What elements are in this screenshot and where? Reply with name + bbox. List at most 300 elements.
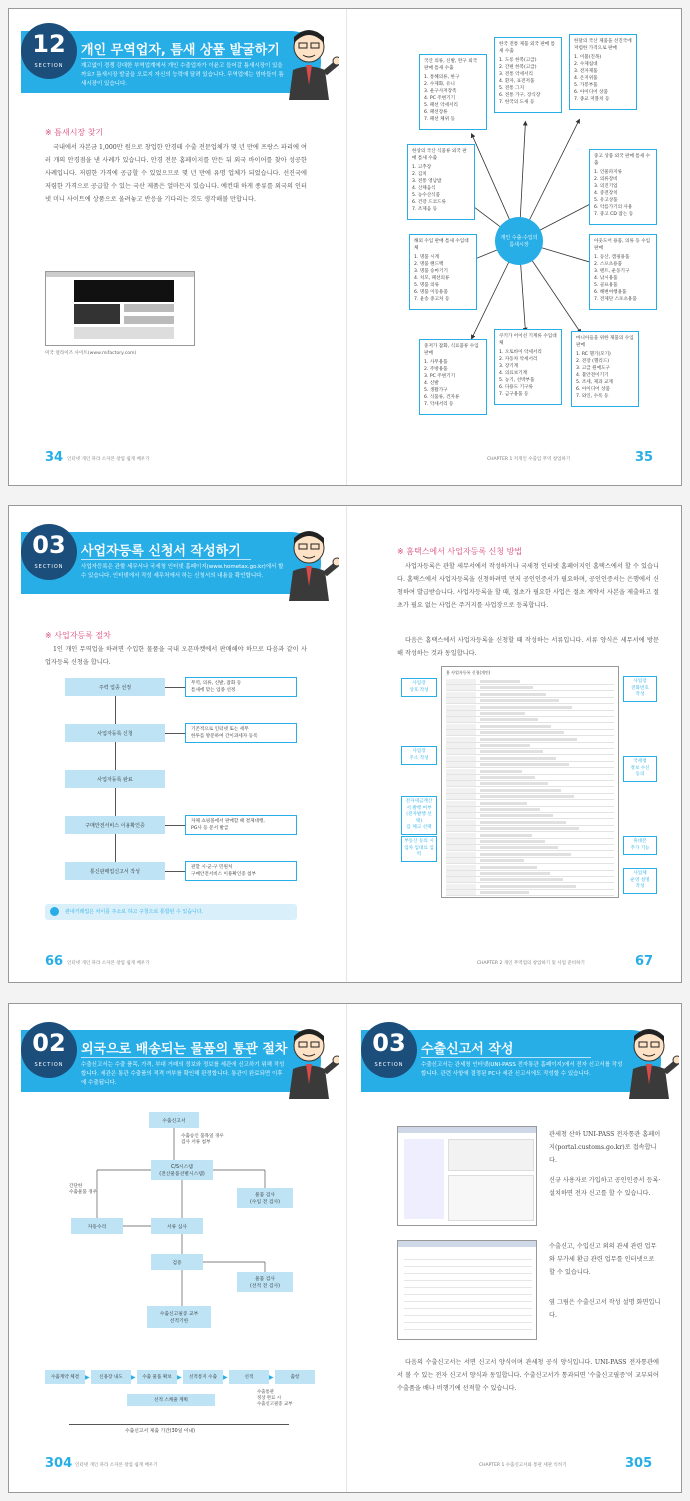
- form-row: [446, 871, 614, 877]
- form-row-label-cell: [446, 769, 476, 774]
- form-row-label-cell: [446, 756, 476, 761]
- section-number: 02: [32, 1029, 66, 1057]
- mindmap-node-item: 3. 운구사저장족: [424, 89, 457, 94]
- clearance-step: 검증: [151, 1254, 203, 1270]
- form-row-label-cell: [446, 737, 476, 742]
- mindmap-node-list: [594, 169, 652, 218]
- mindmap-node: [589, 149, 657, 225]
- flow-step: 사업자등록 완료: [65, 770, 165, 788]
- flow-step: 구매안전서비스 이용확인증: [65, 816, 165, 834]
- mindmap-node-item: 3. 전자제품: [574, 69, 598, 74]
- mindmap-node-item: 1. 오토바이 악세서리: [499, 350, 542, 355]
- mindmap-node-item: 4. 낚시용품: [594, 276, 618, 281]
- mindmap-node-item: 3. 고급 원예도구: [576, 366, 610, 371]
- spread-niche-market: [8, 8, 682, 486]
- mindmap-node-title: 한달의 국산 제품을 선진국에 저렴한 가격으로 판매: [574, 39, 632, 51]
- mindmap-node-item: 4. 의료보기계: [499, 371, 528, 376]
- mindmap-node-title: 중고 상품 외국 판매 틈새 수출: [594, 154, 651, 166]
- left-section-desc: 수출신고서는 수출 품목, 가격, 부대 거래의 정보와 정보를 세관에 신고하기 위해 작성합니다. 세관은 통관 수출품의 적격 여부를 확인해 판정합니다. 통관이 완료되면 이후에 수출됩니다.: [81, 1062, 285, 1086]
- form-row-field: [480, 718, 538, 721]
- mindmap-node-item: 6. 아이디어 상품: [574, 90, 608, 95]
- businessman-illustration-icon: [619, 1024, 679, 1099]
- form-row: [446, 807, 614, 813]
- unipass-paragraph: 관세청 산하 UNI-PASS 전자통관 홈페이지(portal.customs.go.kr)로 접속합니다.: [549, 1131, 661, 1164]
- mindmap-node-item: 4. 산채음식: [412, 186, 436, 191]
- form-row-field: [480, 770, 522, 773]
- clearance-note: 간단한 수출물품 경우: [69, 1184, 98, 1195]
- form-row-field: [480, 834, 532, 837]
- form-row-label-cell: [446, 730, 476, 735]
- businessman-illustration-icon: [279, 526, 339, 601]
- form-row: [446, 724, 614, 730]
- form-row-label-cell: [446, 794, 476, 799]
- form-row-label-cell: [446, 775, 476, 780]
- form-row: [446, 781, 614, 787]
- right-section-badge: [361, 1022, 417, 1078]
- form-row-field: [480, 776, 535, 779]
- left-section-title: 외국으로 배송되는 물품의 통관 절차: [81, 1042, 288, 1057]
- mindmap-node-item: 2. 스포츠용품: [594, 262, 623, 267]
- mindmap-node-title: 마니아들을 위한 제품의 수입 판매: [576, 336, 634, 348]
- form-row-label-cell: [446, 865, 476, 870]
- mindmap-node-item: 4. 치모, 패션의류: [414, 276, 450, 281]
- form-row-field: [480, 782, 548, 785]
- form-row-field: [480, 859, 524, 862]
- mindmap-node-item: 6. 악를가기의 사용: [594, 205, 633, 210]
- clearance-step: 서류 심사: [151, 1218, 203, 1234]
- form-row: [446, 737, 614, 743]
- mindmap-node-item: 4. 신발: [424, 381, 439, 386]
- form-row: [446, 839, 614, 845]
- form-row: [446, 884, 614, 890]
- running-title-left: 인터넷 개인 파라 소자본 창업 쉽게 배우기: [67, 961, 150, 966]
- body-right: 사업자등록은 관할 세무서에서 작성하거나 국세청 인터넷 홈페이지인 홈택스에서 할 수 있습니다. 홈택스에서 사업자등록을 신청하려면 먼저 공인인증서가 필요하며, 공인인증서는 은행에서 신청하여 발급받습니다. 사업자등록을 할 때, 절초가 필요한 사업은 절초 계약서 사본을 제출하고 절초가 필요 없는 사업은 주거지를 사업장으로 등록합니다.: [397, 563, 659, 609]
- form-row-field: [480, 840, 545, 843]
- mindmap-node-item: 2. 주방용품: [424, 367, 448, 372]
- mindmap-node-item: 7. 패션 체위 등: [424, 117, 455, 122]
- form-row-label-cell: [446, 858, 476, 863]
- form-row-label-cell: [446, 743, 476, 748]
- heading-hometax: ※ 홈택스에서 사업자등록 신청 방법: [397, 547, 523, 556]
- mindmap-node-item: 5. 조세, 제과 교재: [576, 380, 613, 385]
- form-annotation-right: 사업체 운영 설명 작성: [623, 868, 657, 894]
- form-row-field: [480, 827, 579, 830]
- body-left: 1인 개인 무역업을 하려면 수입한 물품을 국내 오픈마켓에서 판매해야 하므로 다음과 같이 사업자등록 신청을 합니다.: [45, 646, 307, 666]
- deadline-line: [69, 1424, 289, 1425]
- info-icon: [50, 907, 59, 916]
- mindmap-node-item: 6. 다용도 기구류: [499, 385, 533, 390]
- form-row: [446, 794, 614, 800]
- form-row: [446, 788, 614, 794]
- process-arrow-icon: ▶: [177, 1374, 182, 1381]
- mindmap-node: [494, 37, 562, 113]
- form-row: [446, 749, 614, 755]
- form-row: [446, 679, 614, 685]
- form-row-field: [480, 789, 561, 792]
- form-row-field: [480, 763, 569, 766]
- mindmap-node-item: 2. 수제침대: [574, 62, 598, 67]
- mindmap-node-title: 해외 수입 판매 틈새 수입대체: [414, 239, 469, 251]
- process-arrow-icon: ▶: [131, 1374, 136, 1381]
- mindmap-node: [407, 144, 475, 220]
- mindmap-node-item: 2. 김치: [412, 172, 427, 177]
- mindmap-node-item: 5. 전통 그지: [499, 86, 525, 91]
- form-row-field: [480, 795, 574, 798]
- mindmap-node-item: 4. 환자, 표전저품: [499, 79, 535, 84]
- flow-note-connector: [165, 871, 185, 872]
- mindmap-node-item: 3. PC 주변기기: [424, 374, 456, 379]
- section-title: 개인 무역업자, 틈새 상품 발굴하기: [81, 43, 280, 58]
- section-number: 03: [372, 1029, 406, 1057]
- page-number-left: 34: [45, 450, 64, 465]
- clearance-step: C/S시스템 (전산물품선별시스템): [151, 1160, 213, 1180]
- flow-step-note: 기존적으로 인터넷 또는 세무 한투를 방문하여 간이과세자 등록: [185, 723, 297, 743]
- form-row-label-cell: [446, 705, 476, 710]
- mindmap-node-item: 3. 전통 영남밤: [412, 179, 442, 184]
- form-row-label-cell: [446, 890, 476, 895]
- form-row-label-cell: [446, 813, 476, 818]
- form-row-field: [480, 757, 556, 760]
- form-row-field: [480, 699, 559, 702]
- clearance-connectors: [9, 1004, 346, 1493]
- mindmap-node-list: [499, 57, 557, 106]
- form-row-field: [480, 891, 529, 894]
- form-row-label-cell: [446, 698, 476, 703]
- page-number-right: 67: [635, 954, 654, 969]
- mindmap-node: [571, 331, 639, 407]
- form-row: [446, 743, 614, 749]
- form-row-field: [480, 878, 563, 881]
- heading-niche: ※ 틈새시장 찾기: [45, 128, 104, 137]
- flow-step-note: 자체 쇼핑몰에서 판매할 때 결제대행, PG사 등 문서 발급: [185, 815, 297, 835]
- right-section-desc: 수출신고서는 관세청 인터넷(UNI-PASS 전자통관 홈페이지)에서 전자 신고서를 작성합니다. 관련 사항에 결정된 PC나 세관 신고서에도 작성할 수 있습니다.: [421, 1062, 623, 1077]
- hometax-form-screenshot: [441, 666, 619, 898]
- form-row-label-cell: [446, 852, 476, 857]
- form-row: [446, 730, 614, 736]
- mindmap-node-list: [576, 351, 634, 400]
- clearance-step: 수출신고필증 교부 선적기한: [147, 1306, 211, 1328]
- mindmap-node-item: 1. 이불(진목): [574, 55, 602, 60]
- form-row-label-cell: [446, 679, 476, 684]
- process-arrow-icon: ▶: [85, 1374, 90, 1381]
- form-row: [446, 890, 614, 896]
- form-row: [446, 698, 614, 704]
- mindmap-node-item: 1. 명품 시계: [414, 255, 440, 260]
- form-row-field: [480, 680, 520, 683]
- form-row-field: [480, 846, 558, 849]
- form-row-field: [480, 686, 533, 689]
- form-annotation-left: 전자세금계산 서 발행 여부 (전자발행 선택) 를 체크 선택: [401, 796, 437, 835]
- mindmap-node-item: 4. 불안전이기기: [576, 373, 609, 378]
- form-row-field: [480, 738, 577, 741]
- title-underline: [81, 58, 251, 59]
- form-row-label-cell: [446, 871, 476, 876]
- section-desc: 재고없이 경쟁 강대한 부역업계에서 개인 수출업자가 이윤고 들어갈 틈새시장이 있을까요? 틈새시장 발굴을 오로지 자신의 능력에 달려 있습니다. 무역업에는 엄마들이 틈새시장이 있습니다.: [81, 63, 284, 87]
- mindmap-node-item: 7. 한국의 도새 등: [499, 100, 535, 105]
- unipass-paragraph: 신규 사용자로 가입하고 공인인증서 등록·설치하면 전자 신고를 할 수 있습니다.: [549, 1177, 661, 1197]
- deadline-label: 수출신고서 제출 기간(30일 이내): [125, 1429, 196, 1434]
- mindmap-node-item: 2. 명품 핸드백: [414, 262, 444, 267]
- form-row: [446, 692, 614, 698]
- form-row: [446, 769, 614, 775]
- form-row-field: [480, 885, 576, 888]
- form-row-field: [480, 725, 551, 728]
- bottom-paragraph: 다음의 수출신고서는 서면 신고서 양식이며 관세청 공식 양식입니다. UNI-PASS 전자통관에서 볼 수 있는 전자 신고서 양식과 동일합니다. 수출신고서가 통과되면 '수출신고필증'이 교부되어 수출품을 배나 비행기에 선적할 수 있습니다.: [397, 1359, 659, 1392]
- mindmap-node-item: 3. 텐트, 운동기구: [594, 269, 630, 274]
- businessman-illustration-icon: [279, 25, 339, 100]
- process-arrow-icon: ▶: [223, 1374, 228, 1381]
- running-title-right: CHAPTER 1 저게인 수출입 무역 창업하기: [487, 457, 571, 462]
- mindmap-node-item: 4. 증전장치: [594, 191, 618, 196]
- mindmap-node-item: 2. 수제화, 유니: [424, 82, 455, 87]
- mindmap-node: [589, 234, 657, 310]
- mindmap-node-item: 3. 명품 승마기기: [414, 269, 448, 274]
- mindmap-node-title: 쿠키가 어이선 기계류 수입대체: [499, 334, 557, 346]
- mindmap-node-item: 7. 금구용품 등: [499, 392, 529, 397]
- form-row-label-cell: [446, 845, 476, 850]
- body-paragraph: 국내에서 자본금 1,000만 원으로 창업한 안경테 수출 전문업체가 몇 년 만에 프랑스 파리에 여러 개의 안경점을 낸 사례가 있습니다. 안경 전문 홈페이지를 만든 뒤 외국 바이어를 찾아 성공한 사례입니다. 저렴한 가격에 공급할 수 있었으므로 몇 년 만에 유명 업체가 되었습니다. 선진국에 저렴한 가격으로 공급할 수 있는 국산 제품은 얼마든지 있습니다. 예컨대 하게 종류를 외국의 인터넷 미니 사이트에 상품으로 올려놓고 반응을 기다리는 것도 생각해볼 만합니다.: [45, 144, 307, 203]
- form-row: [446, 820, 614, 826]
- form-row-label-cell: [446, 884, 476, 889]
- mindmap-node-item: 7. 악세서리 등: [424, 402, 454, 407]
- tip-box: [45, 904, 297, 920]
- mindmap-node-item: 6. 해변여행용품: [594, 290, 627, 295]
- form-row: [446, 705, 614, 711]
- form-row-label-cell: [446, 762, 476, 767]
- flow-note-connector: [165, 825, 185, 826]
- form-row-field: [480, 814, 553, 817]
- form-row-field: [480, 821, 566, 824]
- mindmap-node-item: 1. 통혜의류, 한구: [424, 75, 460, 80]
- mindmap-node: [409, 234, 477, 310]
- page-number-right: 35: [635, 450, 654, 465]
- mindmap-node-item: 6. 전통 가구, 장식장: [499, 93, 541, 98]
- mindmap-node-item: 6. 식품류, 건자류: [424, 395, 460, 400]
- process-note-certificate: 수출통관 정상 완료 시 수출신고필증 교부: [257, 1390, 293, 1407]
- mindmap-node-item: 7. 중고 CD 잡는 등: [594, 212, 634, 217]
- form-row: [446, 775, 614, 781]
- form-annotation-left: 사업장 주소 작성: [401, 746, 437, 765]
- mindmap-node-item: 3. 장기계: [499, 364, 519, 369]
- unipass-paragraph: 수출신고, 수입신고 외의 관세 관련 업무와 부가세 환급 관련 업무를 인터넷으로 할 수 있습니다.: [549, 1243, 657, 1276]
- form-annotation-right: 휴대폰 추가 기능: [623, 836, 657, 855]
- form-row-label-cell: [446, 839, 476, 844]
- mindmap-node-item: 6. 명품 이동용품: [414, 290, 448, 295]
- body-right-2: 다음은 홈택스에서 사업자등록을 신청할 때 작성하는 서류입니다. 서류 양식은 세무서에 방문해 작성하는 것과 동일합니다.: [397, 637, 659, 657]
- clearance-step: 물품 검사 (수입 전 검사): [237, 1188, 293, 1208]
- page-number-left: 66: [45, 954, 64, 969]
- form-row-field: [480, 744, 530, 747]
- flow-step-note: 관할 시·군·구 민원처 구매안전서비스 이용확인증 첨부: [185, 861, 297, 881]
- form-row: [446, 813, 614, 819]
- mindmap-node-item: 5. 명품 의류: [414, 283, 440, 288]
- running-title-left: 인터넷 개인 파라 소자본 창업 쉽게 배우기: [67, 457, 150, 462]
- screenshot-caption: 미국 얼라이즈 사이트(www.mifactory.com): [45, 351, 137, 356]
- form-row: [446, 858, 614, 864]
- title-underline: [81, 559, 251, 560]
- form-row-label-cell: [446, 807, 476, 812]
- flow-step: 사업자등록 신청: [65, 724, 165, 742]
- form-row: [446, 845, 614, 851]
- form-row-label-cell: [446, 749, 476, 754]
- process-note-schedule: 선적 스케줄 계획: [127, 1394, 215, 1406]
- running-title-right: CHAPTER 2 개인 무역업의 창업하기 및 사업 준비하기: [477, 961, 585, 966]
- mindmap-node-item: 5. 농수산식품: [412, 193, 441, 198]
- mindmap-node-item: 5. 골프용품: [594, 283, 618, 288]
- mindmap-node-list: [594, 254, 652, 303]
- form-annotation-right: 사업장 전화번호 작성: [623, 676, 657, 702]
- form-row: [446, 833, 614, 839]
- spread-business-registration: [8, 505, 682, 983]
- mindmap-node-item: 2. 자동차 악세서리: [499, 357, 538, 362]
- form-row-field: [480, 853, 571, 856]
- section-label: SECTION: [374, 1062, 404, 1068]
- mindmap-node: [569, 34, 637, 110]
- mindmap-node-item: 2. 전장 (헬리드): [576, 359, 610, 364]
- process-step: 선적: [229, 1370, 269, 1384]
- form-row-field: [480, 712, 525, 715]
- mindmap-node-item: 1. 사무용품: [424, 360, 448, 365]
- process-step: 신용장 내도: [91, 1370, 131, 1384]
- section-label: SECTION: [34, 1062, 64, 1068]
- form-row: [446, 685, 614, 691]
- mindmap-node-item: 1. 고추장: [412, 165, 432, 170]
- flow-step: 통신판매업신고서 작성: [65, 862, 165, 880]
- mindmap-node-item: 3. 의진기업: [594, 184, 618, 189]
- title-underline: [421, 1057, 591, 1058]
- mindmap-node-item: 5. 패션 악세서리: [424, 103, 458, 108]
- section-desc: 사업자등록은 관할 세무서나 국세청 인터넷 홈페이지(www.hometax.go.kr)에서 할 수 있습니다. 인터넷에서 작성 세무처에서 하는 신청서의 내용을 확인합니다.: [81, 564, 284, 579]
- gutter: [346, 1004, 347, 1492]
- mindmap-node-item: 7. 조제음 등: [412, 207, 438, 212]
- form-row-label-cell: [446, 685, 476, 690]
- section-badge: [21, 524, 77, 580]
- form-row-label-cell: [446, 788, 476, 793]
- form-row: [446, 711, 614, 717]
- section-badge: [21, 23, 77, 79]
- mindmap-node-item: 7. 전제단 스포츠용품: [594, 297, 637, 302]
- right-section-title: 수출신고서 작성: [421, 1042, 514, 1057]
- flow-note-connector: [165, 687, 185, 688]
- form-row-field: [480, 706, 572, 709]
- form-row-label-cell: [446, 833, 476, 838]
- mindmap-node-title: 중저가 잡화, 식료품류 수입 판매: [424, 344, 479, 356]
- mindmap-node-item: 6. 패션장류: [424, 110, 448, 115]
- mindmap-node-item: 5. 생활가구: [424, 388, 448, 393]
- form-row-label-cell: [446, 820, 476, 825]
- mindmap-node-item: 1. 인물파지류: [594, 170, 623, 175]
- mindmap-node: [494, 329, 562, 405]
- form-title: 홈 사업자등록 신청(개인): [446, 670, 491, 675]
- process-step: 선적통지 수출: [183, 1370, 223, 1384]
- mindmap-node-item: 4. PC 주변기기: [424, 96, 456, 101]
- form-row-label-cell: [446, 826, 476, 831]
- gutter: [346, 9, 347, 485]
- gutter: [346, 506, 347, 982]
- mindmap-node-item: 5. 가봉부품: [574, 83, 598, 88]
- form-row-label-cell: [446, 692, 476, 697]
- form-row: [446, 756, 614, 762]
- mindmap-node-list: [424, 359, 482, 408]
- form-row-field: [480, 693, 546, 696]
- mindmap-node-item: 7. 윤송 중고차 등: [414, 297, 450, 302]
- mindmap-node-list: [499, 349, 557, 398]
- form-row: [446, 801, 614, 807]
- form-row: [446, 852, 614, 858]
- page-number-right: 305: [625, 1456, 653, 1471]
- form-row-label-cell: [446, 724, 476, 729]
- mindmap-node-list: [574, 54, 632, 103]
- mindmap-node: [419, 54, 487, 130]
- form-row-field: [480, 866, 537, 869]
- form-annotation-right: 국세청 정보 수신 동의: [623, 756, 657, 782]
- mindmap-node-title: 국산 의류, 신발, 완구 외국 판매 틈새 수출: [424, 59, 478, 71]
- mindmap-node-title: 한상의 국산 식품류 외국 판매 틈새 수출: [412, 149, 467, 161]
- form-row-label-cell: [446, 877, 476, 882]
- mindmap-node-item: 3. 전통 악세서리: [499, 72, 533, 77]
- running-title-right: CHAPTER 1 수출신고서와 통관 세관 익히기: [479, 1463, 567, 1468]
- mindmap-node-item: 6. 건강 드코드류: [412, 200, 446, 205]
- running-title-left: 인터넷 개인 파라 소자본 창업 쉽게 배우기: [75, 1463, 158, 1468]
- form-row: [446, 877, 614, 883]
- flow-step: 주력 업종 선정: [65, 678, 165, 696]
- unipass-paragraph: 옆 그림은 수출신고서 작성 설명 화면입니다.: [549, 1299, 661, 1319]
- form-row-label-cell: [446, 801, 476, 806]
- mindmap-node-item: 7. 종교 저볼치 등: [574, 97, 610, 102]
- mindmap-node: [419, 339, 487, 415]
- heading-registration-process: ※ 사업자등록 절차: [45, 631, 111, 640]
- form-row: [446, 762, 614, 768]
- section-number: 12: [32, 30, 66, 58]
- mindmap-node-item: 7. 와인, 수록 등: [576, 394, 609, 399]
- mindmap-node-item: 2. 간편 한복(고급): [499, 65, 537, 70]
- process-arrow-icon: ▶: [269, 1374, 274, 1381]
- mindmap-center: 개인 수출·수입의 틈새시장: [495, 217, 543, 265]
- mindmap-node-item: 6. 아이디어 상품: [576, 387, 610, 392]
- page-number-left: 304: [45, 1456, 73, 1471]
- form-row: [446, 865, 614, 871]
- unipass-screenshot-2: [397, 1240, 537, 1340]
- form-annotation-left: 부동산 등의 시 임차 임대료 입력: [401, 836, 437, 862]
- mindmap-node-item: 4. 온지위품: [574, 76, 598, 81]
- mindmap-node-item: 5. 유고상품: [594, 198, 618, 203]
- clearance-note: 수출승인 품목일 경우 검사 서류 첨부: [181, 1134, 224, 1145]
- clearance-step: 수출신고서: [149, 1112, 199, 1128]
- process-step: 수출 물품 확보: [137, 1370, 177, 1384]
- spread-export-clearance: [8, 1003, 682, 1493]
- clearance-step: 자동수리: [71, 1218, 123, 1234]
- section-number: 03: [32, 531, 66, 559]
- tip-text: 관내거래업은 차이를 주소로 하고 구청으로 통합된 수 있습니다.: [65, 909, 204, 915]
- form-row: [446, 826, 614, 832]
- section-label: SECTION: [34, 564, 64, 570]
- form-row-label-cell: [446, 717, 476, 722]
- form-annotation-left: 사업장 상호 작성: [401, 678, 437, 697]
- mindmap-node-item: 1. 등산, 캠핑용품: [594, 255, 630, 260]
- mindmap-node-item: 1. RC 헬기(모기): [576, 352, 611, 357]
- mindmap-node-list: [412, 164, 470, 213]
- section-label: SECTION: [34, 63, 64, 69]
- form-row-label-cell: [446, 781, 476, 786]
- flow-step-note: 무역, 의류, 신발, 잡화 등 틈새에 맞는 업종 선정: [185, 677, 297, 697]
- unipass-screenshot-1: [397, 1126, 537, 1226]
- form-row-field: [480, 750, 543, 753]
- mindmap-node-list: [424, 74, 482, 123]
- form-row-label-cell: [446, 711, 476, 716]
- section-title: 사업자등록 신청서 작성하기: [81, 544, 241, 559]
- form-row-field: [480, 731, 564, 734]
- form-row-field: [480, 808, 540, 811]
